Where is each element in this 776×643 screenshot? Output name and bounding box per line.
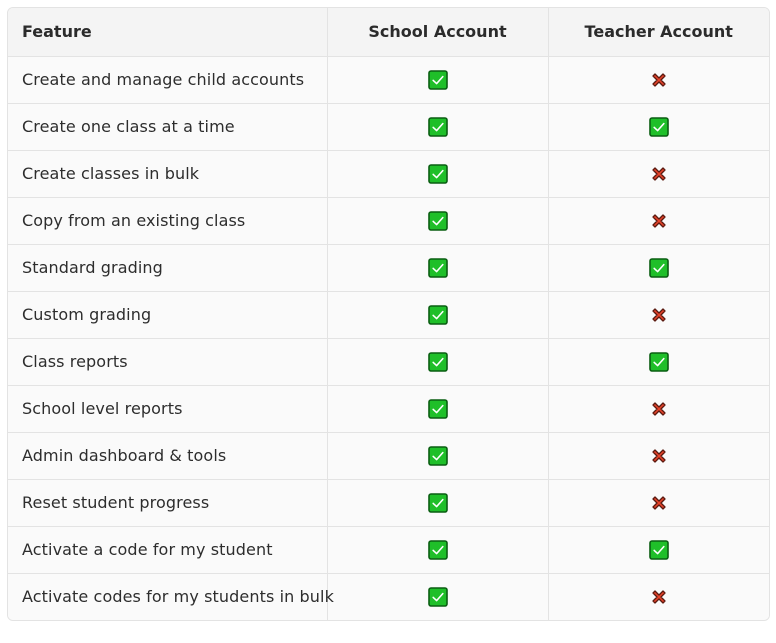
school-account-cell xyxy=(327,432,548,479)
table-body xyxy=(8,56,769,620)
teacher-account-cell xyxy=(548,385,769,432)
feature-cell: Copy from an existing class xyxy=(8,197,327,244)
teacher-account-cell xyxy=(548,150,769,197)
teacher-account-cell xyxy=(548,573,769,620)
school-account-cell xyxy=(327,526,548,573)
check-icon xyxy=(649,352,669,372)
feature-cell: School level reports xyxy=(8,385,327,432)
feature-cell: Reset student progress xyxy=(8,479,327,526)
account-comparison-table xyxy=(8,8,769,620)
school-account-cell xyxy=(327,338,548,385)
feature-cell: Activate codes for my students in bulk xyxy=(8,573,327,620)
check-icon xyxy=(428,70,448,90)
teacher-account-cell xyxy=(548,432,769,479)
table-row xyxy=(8,103,769,150)
comparison-table-container xyxy=(7,7,770,621)
school-account-cell xyxy=(327,56,548,103)
school-account-cell xyxy=(327,291,548,338)
cross-icon xyxy=(649,164,669,184)
check-icon xyxy=(428,164,448,184)
cross-icon xyxy=(649,587,669,607)
school-account-cell xyxy=(327,385,548,432)
cross-icon xyxy=(649,305,669,325)
school-account-cell xyxy=(327,197,548,244)
check-icon xyxy=(428,352,448,372)
check-icon xyxy=(649,258,669,278)
school-account-cell xyxy=(327,573,548,620)
check-icon xyxy=(428,399,448,419)
table-row xyxy=(8,150,769,197)
feature-cell: Standard grading xyxy=(8,244,327,291)
header-teacher-account: Teacher Account xyxy=(548,8,769,56)
check-icon xyxy=(428,540,448,560)
table-row xyxy=(8,479,769,526)
table-row xyxy=(8,385,769,432)
teacher-account-cell xyxy=(548,197,769,244)
table-row xyxy=(8,432,769,479)
table-row xyxy=(8,338,769,385)
teacher-account-cell xyxy=(548,479,769,526)
check-icon xyxy=(428,493,448,513)
school-account-cell xyxy=(327,103,548,150)
teacher-account-cell xyxy=(548,338,769,385)
check-icon xyxy=(428,446,448,466)
cross-icon xyxy=(649,211,669,231)
check-icon xyxy=(649,540,669,560)
teacher-account-cell xyxy=(548,103,769,150)
table-row xyxy=(8,291,769,338)
table-header xyxy=(8,8,769,56)
table-row xyxy=(8,244,769,291)
teacher-account-cell xyxy=(548,244,769,291)
school-account-cell xyxy=(327,479,548,526)
check-icon xyxy=(428,258,448,278)
school-account-cell xyxy=(327,150,548,197)
check-icon xyxy=(428,305,448,325)
table-row xyxy=(8,526,769,573)
feature-cell: Admin dashboard & tools xyxy=(8,432,327,479)
check-icon xyxy=(428,211,448,231)
cross-icon xyxy=(649,493,669,513)
table-row xyxy=(8,197,769,244)
feature-cell: Activate a code for my student xyxy=(8,526,327,573)
cross-icon xyxy=(649,70,669,90)
header-row xyxy=(8,8,769,56)
check-icon xyxy=(428,587,448,607)
feature-cell: Create one class at a time xyxy=(8,103,327,150)
feature-cell: Create and manage child accounts xyxy=(8,56,327,103)
feature-cell: Custom grading xyxy=(8,291,327,338)
feature-cell: Class reports xyxy=(8,338,327,385)
table-row xyxy=(8,573,769,620)
table-row xyxy=(8,56,769,103)
teacher-account-cell xyxy=(548,526,769,573)
header-feature: Feature xyxy=(8,8,327,56)
feature-cell: Create classes in bulk xyxy=(8,150,327,197)
school-account-cell xyxy=(327,244,548,291)
cross-icon xyxy=(649,446,669,466)
header-school-account: School Account xyxy=(327,8,548,56)
check-icon xyxy=(428,117,448,137)
cross-icon xyxy=(649,399,669,419)
teacher-account-cell xyxy=(548,56,769,103)
check-icon xyxy=(649,117,669,137)
teacher-account-cell xyxy=(548,291,769,338)
